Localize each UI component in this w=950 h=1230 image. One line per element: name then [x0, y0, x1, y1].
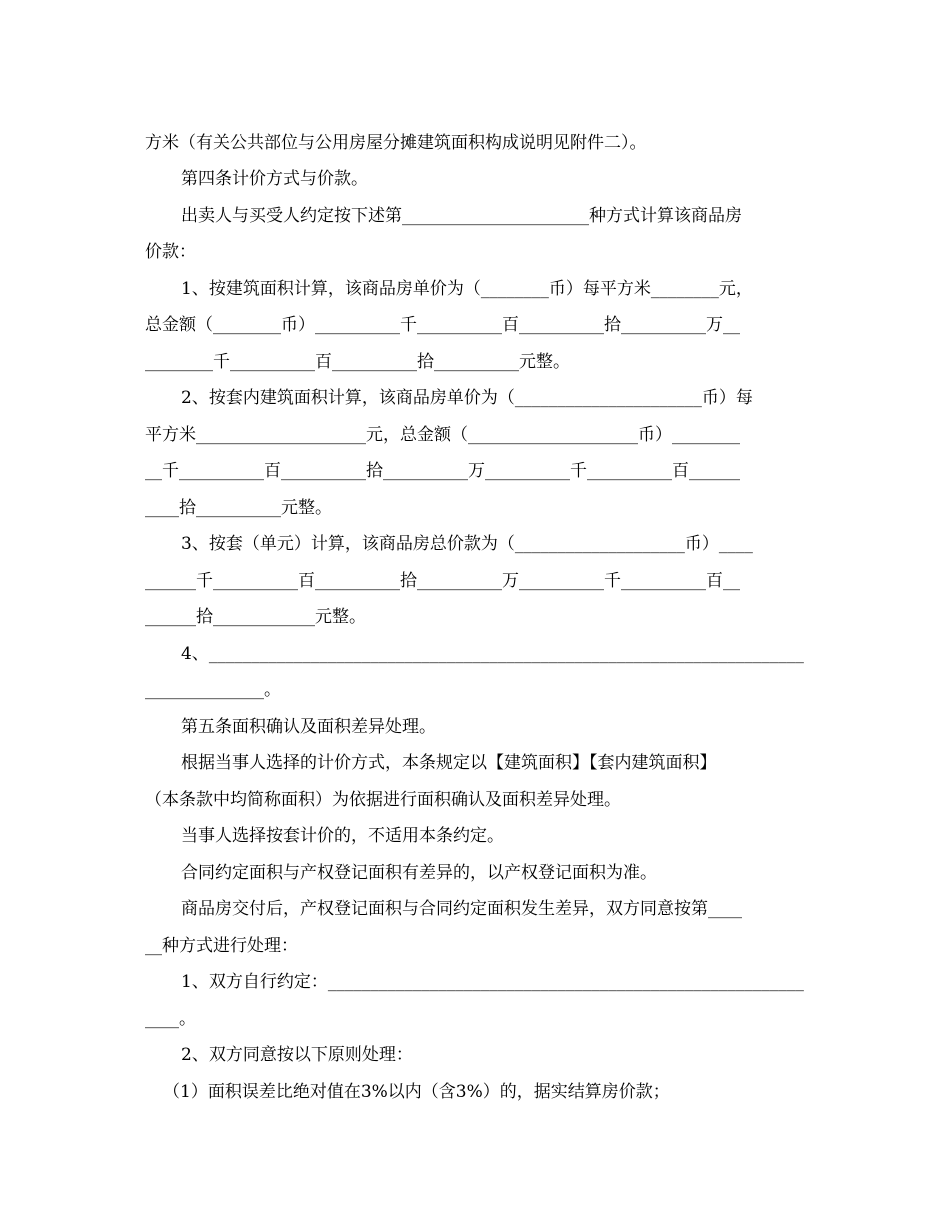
text-line: ____。: [145, 1009, 196, 1029]
text-line: ________千__________百__________拾__________元整。: [145, 352, 570, 372]
text-line: 1、按建筑面积计算，该商品房单价为（________币）每平方米________元，: [181, 279, 753, 299]
text-line: 根据当事人选择的计价方式，本条规定以【建筑面积】【套内建筑面积】: [181, 753, 717, 773]
text-line: （本条款中均简称面积）为依据进行面积确认及面积差异处理。: [145, 790, 621, 810]
text-line: 2、双方同意按以下原则处理：: [181, 1045, 413, 1065]
text-line: ______拾____________元整。: [145, 607, 366, 627]
text-line: ______千__________百__________拾__________万__________千__________百__: [145, 571, 740, 591]
text-line: 合同约定面积与产权登记面积有差异的，以产权登记面积为准。: [181, 863, 657, 883]
text-line: 总金额（________币）__________千__________百__________拾__________万__: [145, 315, 740, 335]
text-line: 商品房交付后，产权登记面积与合同约定面积发生差异，双方同意按第____: [181, 899, 742, 919]
text-line: 2、按套内建筑面积计算，该商品房单价为（______________________币）每: [181, 388, 753, 408]
text-line: ____拾__________元整。: [145, 498, 332, 518]
text-line: 价款：: [145, 242, 196, 262]
text-line: __千__________百__________拾__________万__________千__________百______: [145, 461, 740, 481]
text-line: 出卖人与买受人约定按下述第______________________种方式计算该商品房: [181, 206, 742, 226]
article-heading: 第五条面积确认及面积差异处理。: [181, 717, 436, 737]
text-line: （1）面积误差比绝对值在3%以内（含3%）的，据实结算房价款；: [163, 1082, 670, 1102]
text-line: 3、按套（单元）计算，该商品房总价款为（____________________币）____: [181, 534, 753, 554]
text-line: 平方米____________________元，总金额（____________________币）________: [145, 425, 740, 445]
text-line: 1、双方自行约定：________________________________________________________: [181, 972, 804, 992]
text-line: ______________。: [145, 680, 281, 700]
text-line: 方米（有关公共部位与公用房屋分摊建筑面积构成说明见附件二）。: [145, 133, 647, 153]
article-heading: 第四条计价方式与价款。: [181, 169, 368, 189]
text-line: 4、______________________________________________________________________: [181, 644, 804, 664]
text-line: __种方式进行处理：: [145, 936, 298, 956]
text-line: 当事人选择按套计价的，不适用本条约定。: [181, 826, 504, 846]
